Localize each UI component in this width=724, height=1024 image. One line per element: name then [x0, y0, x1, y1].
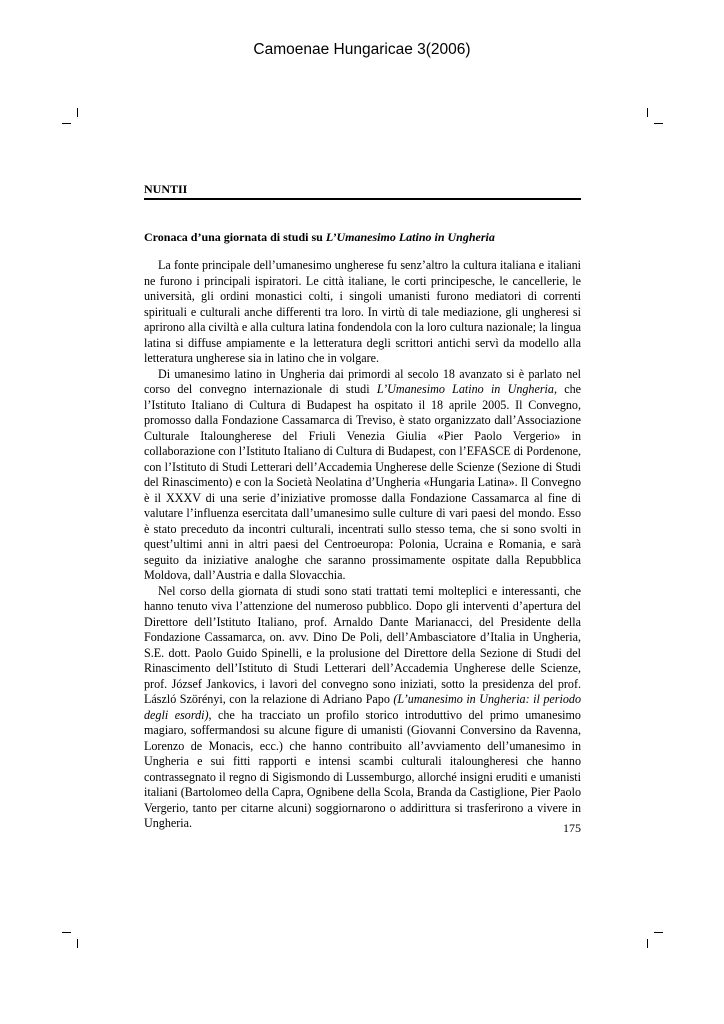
crop-mark-bottom-right-v [647, 939, 648, 948]
page-number: 175 [563, 821, 581, 835]
paragraph-3-text-a: Nel corso della giornata di studi sono stati trattati temi molteplici e interessanti, che hanno tenuto viva l’attenzione del numeroso pubblico. Dopo gli interventi d’apertura del Direttore dell’Istituto Italiano, prof. Arnaldo Dante Marianacci, del Presidente della Fondazione Cassamarca, on. avv. Dino De Poli, dell’Ambasciatore d’Italia in Ungheria, S.E. dott. Paolo Guido Spinelli, e la prolusione del Direttore della Sezione di Studi del Rinascimento dell’Istituto di Studi Letterari dell’Accademia Ungherese delle Scienze, prof. József Jankovics, i lavori del convegno sono iniziati, sotto la presidenza del prof. László Szörényi, con la relazione di Adriano Papo [144, 583, 581, 706]
crop-mark-top-left-v [77, 108, 78, 117]
crop-mark-top-left-h [62, 123, 71, 124]
paragraph-3-text-b: , che ha tracciato un profilo storico introduttivo del primo umanesimo magiaro, soffermandosi su alcune figure di umanisti (Giovanni Conversino da Ravenna, Lorenzo de Monacis, ecc.) che hanno contribuito all’avviamento dell’umanesimo in Ungheria e sui fitti rapporti e intensi scambi culturali italoungheresi che hanno contrassegnato il regno di Sigismondo di Lussemburgo, allorché insigni eruditi e umanisti italiani (Bartolomeo della Capra, Ognibene della Scola, Branda da Castiglione, Pier Paolo Vergerio, tanto per citarne alcuni) soggiornarono o addirittura si trasferirono a vivere in Ungheria. [144, 707, 581, 830]
paragraph-2 [144, 367, 581, 584]
running-head: Camoenae Hungaricae 3(2006) [253, 41, 471, 58]
paragraph-2-italic: L’Umanesimo Latino in Ungheria [376, 382, 554, 396]
paragraph-1-text: La fonte principale dell’umanesimo ungherese fu senz’altro la cultura italiana e italiani ne furono i principali ispiratori. Le città italiane, le corti principesche, le cancellerie, le università, gli ordini monastici colti, i singoli umanisti furono mediatori di correnti spirituali e culturali anche differenti tra loro. In virtù di tale mediazione, gli ungheresi si aprirono alla civiltà e alla cultura latina fondendola con la loro cultura nazionale; la lingua latina si diffuse ampiamente e la letteratura degli scrittori antichi servì da modello alla letteratura ungherese sia in latino che in volgare. [144, 258, 581, 365]
article-title [144, 230, 495, 245]
paragraph-1 [144, 258, 581, 367]
crop-mark-top-right-v [647, 108, 648, 117]
article-title-plain: Cronaca d’una giornata di studi su [144, 230, 326, 244]
paragraph-2-text-a: Di umanesimo latino in Ungheria dai primordi al secolo 18 avanzato si è parlato nel corso del convegno internazionale di studi [144, 366, 581, 396]
paragraph-3-italic: (L’umanesimo in Ungheria: il periodo degli esordi) [144, 692, 581, 722]
crop-mark-top-right-h [654, 123, 663, 124]
paragraph-3 [144, 584, 581, 832]
article-body [144, 258, 581, 832]
section-rule [144, 198, 581, 200]
crop-mark-bottom-left-h [62, 932, 71, 933]
section-title: NUNTII [144, 182, 188, 196]
article-title-italic: L’Umanesimo Latino in Ungheria [325, 230, 495, 244]
crop-mark-bottom-left-v [77, 939, 78, 948]
crop-mark-bottom-right-h [654, 932, 663, 933]
paragraph-2-text-b: , che l’Istituto Italiano di Cultura di Budapest ha ospitato il 18 aprile 2005. Il Convegno, promosso dalla Fondazione Cassamarca di Treviso, è stato organizzato dall’Associazione Culturale Italoungherese del Friuli Venezia Giulia «Pier Paolo Vergerio» in collaborazione con l’Istituto Italiano di Cultura di Budapest, con l’EFASCE di Pordenone, con l’Istituto di Studi Letterari dell’Accademia Ungherese delle Scienze (Sezione di Studi del Rinascimento) e con la Società Neolatina d’Ungheria «Hungaria Latina». Il Convegno è il XXXV di una serie d’iniziative promosse dalla Fondazione Cassamarca al fine di valutare l’influenza esercitata dall’umanesimo sulle culture di vari paesi del mondo. Esso è stato preceduto da incontri culturali, incentrati sullo stesso tema, che si sono svolti in quest’ultimi anni in altri paesi del Centroeuropa: Polonia, Ucraina e Romania, e sarà seguito da iniziative analoghe che saranno prossimamente ospitate dalla Repubblica Moldova, dall’Austria e dalla Slovacchia. [144, 382, 581, 582]
